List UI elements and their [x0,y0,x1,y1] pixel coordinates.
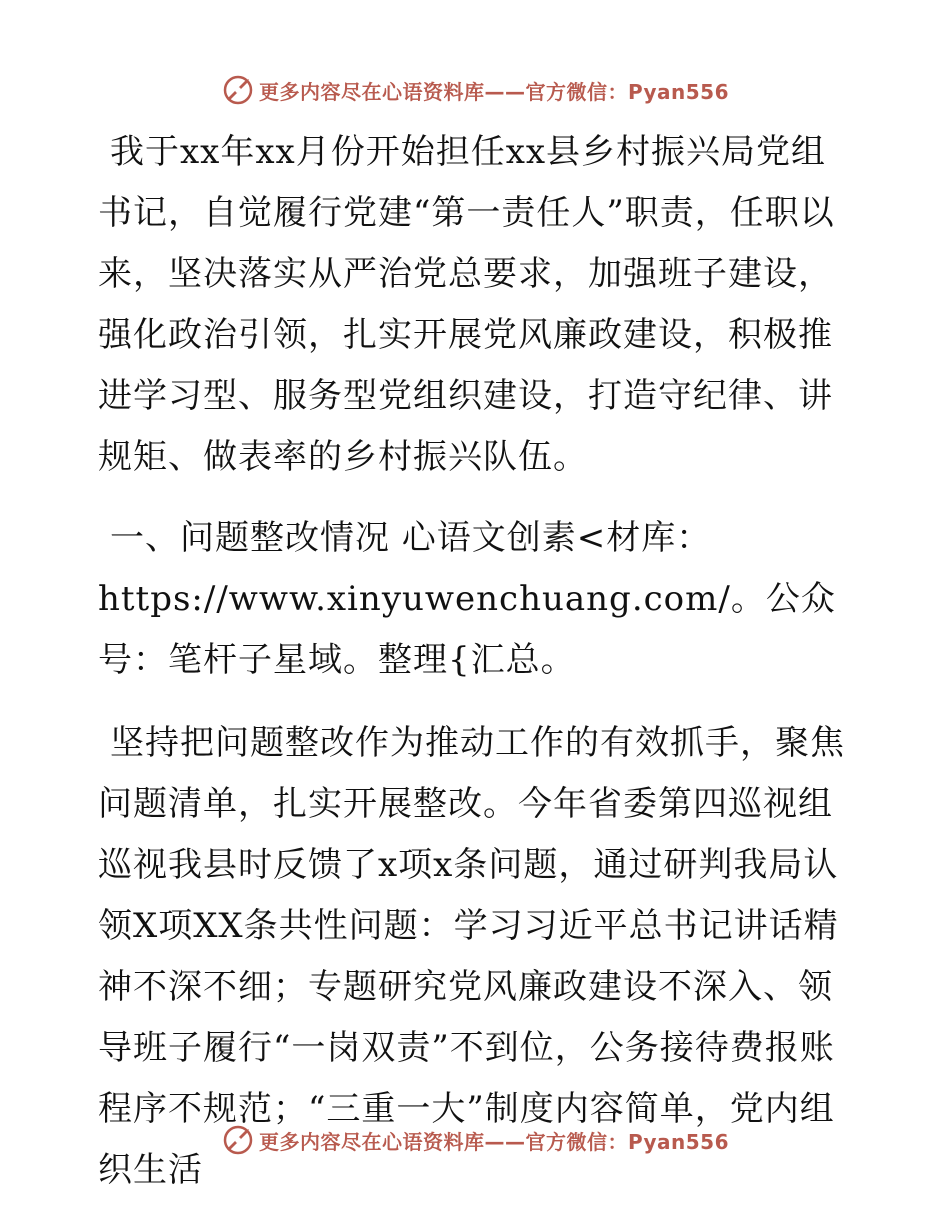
footer-banner [0,1120,950,1160]
footer-banner-text: 更多内容尽在心语资料库——官方微信：Pyan556 [258,1129,730,1154]
pen-circle-logo-icon [221,73,255,107]
paragraph-rectification: 坚持把问题整改作为推动工作的有效抓手，聚焦问题清单，扎实开展整改。今年省委第四巡视组巡视我县时反馈了x项x条问题，通过研判我局认领X项XX条共性问题：学习习近平总书记讲话精神不深不细；专题研究党风廉政建设不深入、领导班子履行“一岗双责”不到位，公务接待费报账程序不规范；“三重一大”制度内容简单，党内组织生活 [98,723,845,1190]
section-heading: 一、问题整改情况 心语文创素<材库：https://www.xinyuwenchuang.com/。公众号：笔杆子星域。整理{汇总。 [98,518,836,680]
header-banner-text: 更多内容尽在心语资料库——官方微信：Pyan556 [258,79,730,104]
paragraph-intro: 我于xx年xx月份开始担任xx县乡村振兴局党组书记，自觉履行党建“第一责任人”职责，任职以来，坚决落实从严治党总要求，加强班子建设，强化政治引领，扎实开展党风廉政建设，积极推进学习型、服务型党组织建设，打造守纪律、讲规矩、做表率的乡村振兴队伍。 [98,132,835,477]
pen-circle-logo-icon [221,1123,255,1157]
header-banner [0,70,950,110]
document-body [98,122,858,1201]
